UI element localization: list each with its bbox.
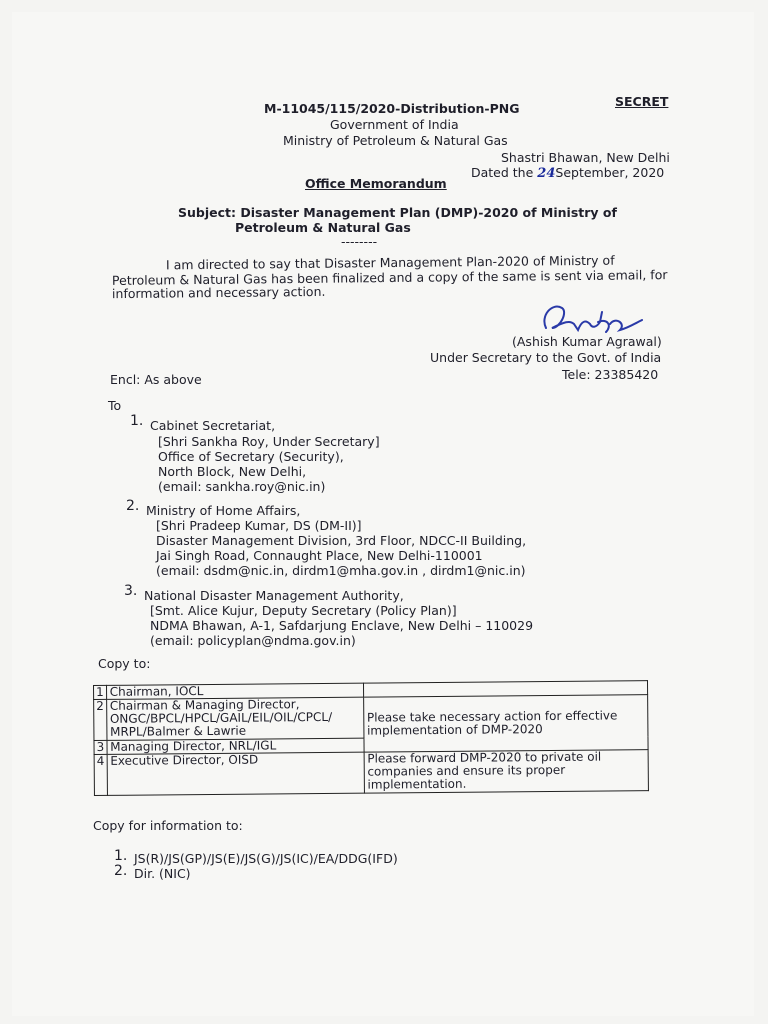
- row-recipient: Chairman & Managing Director, ONGC/BPCL/HPCL/GAIL/EIL/OIL/CPCL/ MRPL/Balmer & Lawrie: [106, 697, 363, 740]
- copy-info-2-text: Dir. (NIC): [134, 866, 191, 881]
- body-line-2: Petroleum & Natural Gas has been finalized and a copy of the same is sent via email, for: [111, 267, 668, 288]
- row-number: 3: [94, 740, 107, 754]
- recipient-3-line: National Disaster Management Authority,: [144, 588, 404, 603]
- memo-title: Office Memorandum: [305, 176, 447, 191]
- table-row: [94, 695, 648, 741]
- recipient-1-line: Office of Secretary (Security),: [158, 449, 344, 464]
- row-recipient: Managing Director, NRL/IGL: [107, 738, 364, 754]
- row-number: 2: [94, 699, 107, 740]
- recipient-1-line: North Block, New Delhi,: [158, 464, 307, 479]
- recipient-1-line: [Shri Sankha Roy, Under Secretary]: [158, 434, 380, 449]
- action-cell-2: Please forward DMP-2020 to private oil companies and ensure its proper implementation.: [364, 750, 649, 793]
- recipient-1-line: (email: sankha.roy@nic.in): [158, 479, 326, 494]
- recipient-2-line: Jai Singh Road, Connaught Place, New Delhi-110001: [156, 548, 483, 563]
- copy-to-label: Copy to:: [98, 656, 151, 671]
- row-number: 1: [94, 685, 107, 699]
- copy-info-2-number: 2.: [114, 863, 128, 879]
- recipient-3-line: [Smt. Alice Kujur, Deputy Secretary (Policy Plan)]: [150, 603, 457, 618]
- dated-line: [471, 165, 664, 181]
- copy-info-label: Copy for information to:: [93, 818, 243, 833]
- action-cell-1: Please take necessary action for effective implementation of DMP-2020: [363, 695, 648, 752]
- signatory-designation: Under Secretary to the Govt. of India: [430, 350, 662, 365]
- signatory-name: (Ashish Kumar Agrawal): [512, 334, 662, 349]
- row-recipient: Chairman, IOCL: [106, 683, 363, 699]
- recipient-3-line: (email: policyplan@ndma.gov.in): [150, 633, 356, 648]
- enclosure-note: Encl: As above: [110, 372, 202, 387]
- recipient-1-line: Cabinet Secretariat,: [150, 418, 276, 433]
- row-recipient: Executive Director, OISD: [107, 752, 364, 795]
- body-line-3: information and necessary action.: [111, 283, 326, 302]
- copy-info-1-number: 1.: [114, 848, 128, 864]
- table-row: [94, 750, 648, 796]
- subject-label: Subject:: [178, 205, 236, 220]
- ministry-line: Ministry of Petroleum & Natural Gas: [283, 133, 508, 148]
- copy-to-table: [93, 680, 649, 796]
- signatory-tele: Tele: 23385420: [562, 367, 659, 382]
- recipient-2-line: Ministry of Home Affairs,: [146, 503, 301, 518]
- separator: --------: [341, 234, 378, 249]
- place-line: Shastri Bhawan, New Delhi: [501, 150, 670, 165]
- copy-info-1-text: JS(R)/JS(GP)/JS(E)/JS(G)/JS(IC)/EA/DDG(IFD): [134, 851, 398, 866]
- government-line: Government of India: [330, 117, 459, 132]
- dated-prefix: Dated the: [471, 165, 534, 180]
- recipient-3-line: NDMA Bhawan, A-1, Safdarjung Enclave, New Delhi – 110029: [150, 618, 534, 633]
- file-number: M-11045/115/2020-Distribution-PNG: [264, 101, 520, 116]
- recipient-1-number: 1.: [130, 413, 144, 429]
- recipient-2-line: (email: dsdm@nic.in, dirdm1@mha.gov.in , dirdm1@nic.in): [156, 563, 526, 578]
- recipient-3-number: 3.: [124, 583, 138, 599]
- body-line-1: I am directed to say that Disaster Management Plan-2020 of Ministry of: [165, 252, 615, 273]
- subject-text-1: Disaster Management Plan (DMP)-2020 of Ministry of: [240, 205, 617, 220]
- dated-suffix: September, 2020: [555, 165, 665, 180]
- to-label: To: [108, 398, 122, 413]
- dated-day: 24: [537, 166, 556, 181]
- recipient-2-number: 2.: [126, 498, 140, 514]
- subject-line-2: Petroleum & Natural Gas: [235, 220, 411, 235]
- classification-label: SECRET: [615, 94, 669, 109]
- row-number: 4: [94, 754, 107, 795]
- subject-line-1: [178, 205, 617, 220]
- recipient-2-line: Disaster Management Division, 3rd Floor, NDCC-II Building,: [156, 533, 527, 548]
- recipient-2-line: [Shri Pradeep Kumar, DS (DM-II)]: [156, 518, 362, 533]
